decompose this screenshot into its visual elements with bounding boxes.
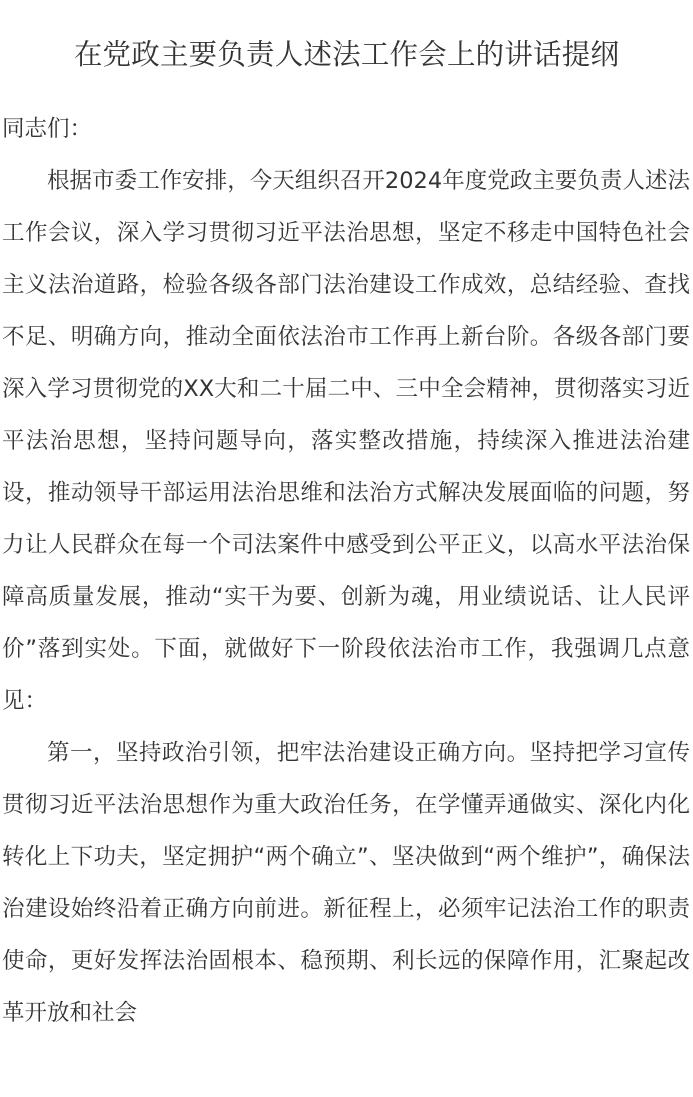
document-title: 在党政主要负责人述法工作会上的讲话提纲 [73,38,620,71]
salutation: 同志们： [2,116,93,142]
paragraph-first-point: 第一，坚持政治引领，把牢法治建设正确方向。坚持把学习宣传贯彻习近平法治思想作为重大政治任务，在学懂弄通做实、深化内化转化上下功夫，坚定拥护“两个确立”、坚决做到“两个维护”，确保法治建设始终沿着正确方向前进。新征程上，必须牢记法治工作的职责使命，更好发挥法治固根本、稳预期、利长远的保障作用，汇聚起改革开放和社会 [2,740,690,1026]
paragraph-intro: 根据市委工作安排，今天组织召开2024年度党政主要负责人述法工作会议，深入学习贯彻习近平法治思想，坚定不移走中国特色社会主义法治道路，检验各级各部门法治建设工作成效，总结经验、查找不足、明确方向，推动全面依法治市工作再上新台阶。各级各部门要深入学习贯彻党的XX大和二十届二中、三中全会精神，贯彻落实习近平法治思想，坚持问题导向，落实整改措施，持续深入推进法治建设，推动领导干部运用法治思维和法治方式解决发展面临的问题，努力让人民群众在每一个司法案件中感受到公平正义，以高水平法治保障高质量发展，推动“实干为要、创新为魂，用业绩说话、让人民评价”落到实处。下面，就做好下一阶段依法治市工作，我强调几点意见： [2,168,690,714]
document-body [0,103,693,1039]
